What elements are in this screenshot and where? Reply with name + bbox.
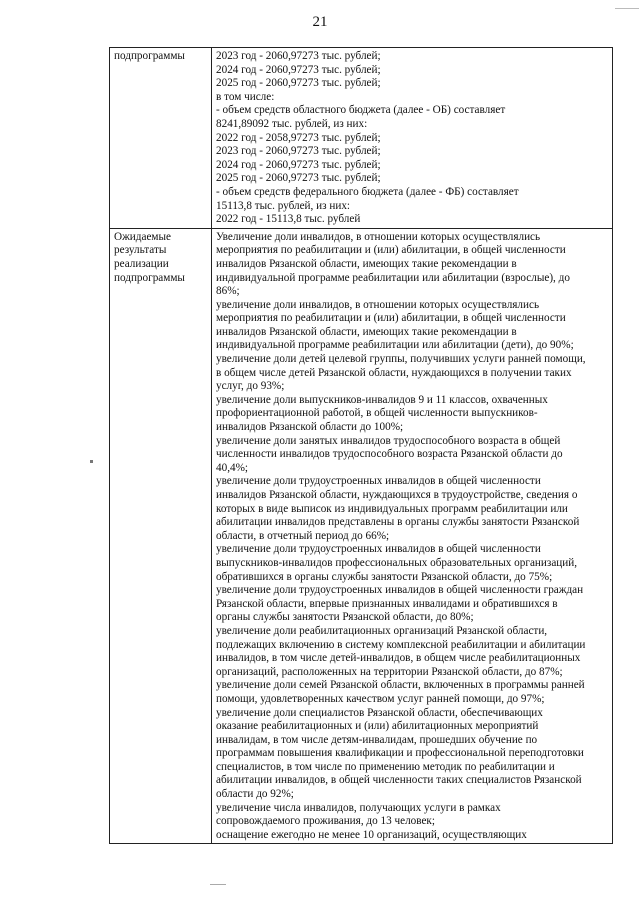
- text-line: 86%;: [216, 285, 240, 298]
- text-line: увеличение доли реабилитационных организаций Рязанской области,: [216, 624, 548, 637]
- text-line: области до 92%;: [216, 788, 294, 801]
- text-line: численности инвалидов трудоспособного возраста Рязанской области до: [216, 448, 563, 461]
- text-line: увеличение числа инвалидов, получающих услуги в рамках: [216, 801, 501, 814]
- text-line: 8241,89092 тыс. рублей, из них:: [216, 117, 368, 130]
- text-line: специалистов, в том числе по применению методик по реабилитации и: [216, 760, 555, 773]
- text-line: - объем средств федерального бюджета (далее - ФБ) составляет: [216, 185, 519, 198]
- text-line: увеличение доли инвалидов, в отношении которых осуществлялись: [216, 298, 540, 311]
- text-line: инвалидов Рязанской области, имеющих такие рекомендации в: [216, 257, 517, 270]
- text-line: инвалидов, в том числе детей-инвалидов, в общем числе реабилитационных: [216, 652, 581, 665]
- program-passport-table: [109, 47, 613, 844]
- text-line: 40,4%;: [216, 461, 249, 474]
- text-line: программам повышения квалификации и профессиональной переподготовки: [216, 747, 584, 760]
- text-line: увеличение доли занятых инвалидов трудоспособного возраста в общей: [216, 434, 561, 447]
- text-line: оказание реабилитационных и (или) абилитационных мероприятий: [216, 720, 539, 733]
- text-line: Ожидаемые: [114, 230, 171, 243]
- text-line: услуг, до 93%;: [216, 380, 285, 393]
- text-line: области, в отчетный период до 66%;: [216, 529, 390, 542]
- text-line: индивидуальной программе реабилитации или абилитации (дети), до 90%;: [216, 339, 574, 352]
- text-line: 2024 год - 2060,97273 тыс. рублей;: [216, 158, 381, 171]
- funding-row: [110, 48, 613, 229]
- expected-results-content-cell: [212, 228, 613, 844]
- text-line: в общем числе детей Рязанской области, нуждающихся в получении таких: [216, 366, 572, 379]
- text-line: результаты: [114, 244, 167, 257]
- text-line: абилитации инвалидов, в общей численности таких специалистов Рязанской: [216, 774, 582, 787]
- text-line: индивидуальной программе реабилитации или абилитации (взрослые), до: [216, 271, 570, 284]
- scan-speck: [615, 8, 639, 9]
- page-number: 21: [312, 14, 328, 30]
- text-line: 2024 год - 2060,97273 тыс. рублей;: [216, 63, 381, 76]
- text-line: в том числе:: [216, 90, 275, 103]
- text-line: обратившихся в органы службы занятости Рязанской области, до 75%;: [216, 570, 553, 583]
- text-line: 2025 год - 2060,97273 тыс. рублей;: [216, 77, 381, 90]
- text-line: увеличение доли трудоустроенных инвалидов в общей численности граждан: [216, 584, 584, 597]
- text-line: инвалидам, в том числе детям-инвалидам, прошедших обучение по: [216, 733, 538, 746]
- text-line: оснащение ежегодно не менее 10 организаций, осуществляющих: [216, 828, 527, 841]
- text-line: абилитации инвалидов представлены в органы службы занятости Рязанской: [216, 516, 580, 529]
- text-line: Рязанской области, впервые признанных инвалидами и обратившихся в: [216, 597, 558, 610]
- scan-speck: [210, 884, 226, 885]
- text-line: мероприятия по реабилитации и (или) абилитации, в общей численности: [216, 312, 566, 325]
- text-line: которых в виде выписок из индивидуальных программ реабилитации или: [216, 502, 568, 515]
- text-line: подлежащих включению в систему комплексной реабилитации и абилитации: [216, 638, 586, 651]
- funding-content-cell: [212, 48, 613, 229]
- text-line: помощи, удовлетворенных качеством услуг ранней помощи, до 97%;: [216, 692, 545, 705]
- text-line: Увеличение доли инвалидов, в отношении которых осуществлялись: [216, 230, 541, 243]
- text-line: 2023 год - 2060,97273 тыс. рублей;: [216, 50, 381, 62]
- text-line: увеличение доли детей целевой группы, получивших услуги ранней помощи,: [216, 353, 586, 366]
- text-line: подпрограммы: [114, 271, 185, 284]
- text-line: увеличение доли специалистов Рязанской области, обеспечивающих: [216, 706, 543, 719]
- expected-results-row: [110, 228, 613, 844]
- text-line: профориентационной работой, в общей численности выпускников-: [216, 407, 538, 420]
- text-line: увеличение доли трудоустроенных инвалидов в общей численности: [216, 475, 541, 488]
- expected-results-label-cell: [110, 228, 212, 844]
- text-line: инвалидов Рязанской области, имеющих такие рекомендации в: [216, 325, 517, 338]
- text-line: органы службы занятости Рязанской области, до 80%;: [216, 611, 474, 624]
- text-line: 2025 год - 2060,97273 тыс. рублей;: [216, 172, 381, 185]
- text-line: 15113,8 тыс. рублей, из них:: [216, 199, 351, 212]
- funding-label-cell: [110, 48, 212, 229]
- text-line: 2022 год - 2058,97273 тыс. рублей;: [216, 131, 381, 144]
- text-line: сопровождаемого проживания, до 13 человек;: [216, 815, 435, 828]
- text-line: 2023 год - 2060,97273 тыс. рублей;: [216, 145, 381, 158]
- text-line: мероприятия по реабилитации и (или) абилитации, в общей численности: [216, 244, 566, 257]
- text-line: подпрограммы: [114, 50, 185, 62]
- text-line: инвалидов Рязанской области, нуждающихся в трудоустройстве, сведения о: [216, 489, 578, 501]
- text-line: увеличение доли трудоустроенных инвалидов в общей численности: [216, 543, 541, 556]
- text-line: выпускников-инвалидов профессиональных образовательных организаций,: [216, 556, 578, 569]
- text-line: инвалидов Рязанской области до 100%;: [216, 421, 404, 434]
- text-line: увеличение доли семей Рязанской области, включенных в программы ранней: [216, 679, 585, 692]
- text-line: - объем средств областного бюджета (далее - ОБ) составляет: [216, 104, 506, 117]
- text-line: организаций, расположенных на территории Рязанской области, до 87%;: [216, 665, 563, 678]
- text-line: увеличение доли выпускников-инвалидов 9 и 11 классов, охваченных: [216, 393, 548, 406]
- text-line: 2022 год - 15113,8 тыс. рублей: [216, 213, 361, 226]
- scan-speck: [90, 460, 93, 463]
- text-line: реализации: [114, 257, 169, 270]
